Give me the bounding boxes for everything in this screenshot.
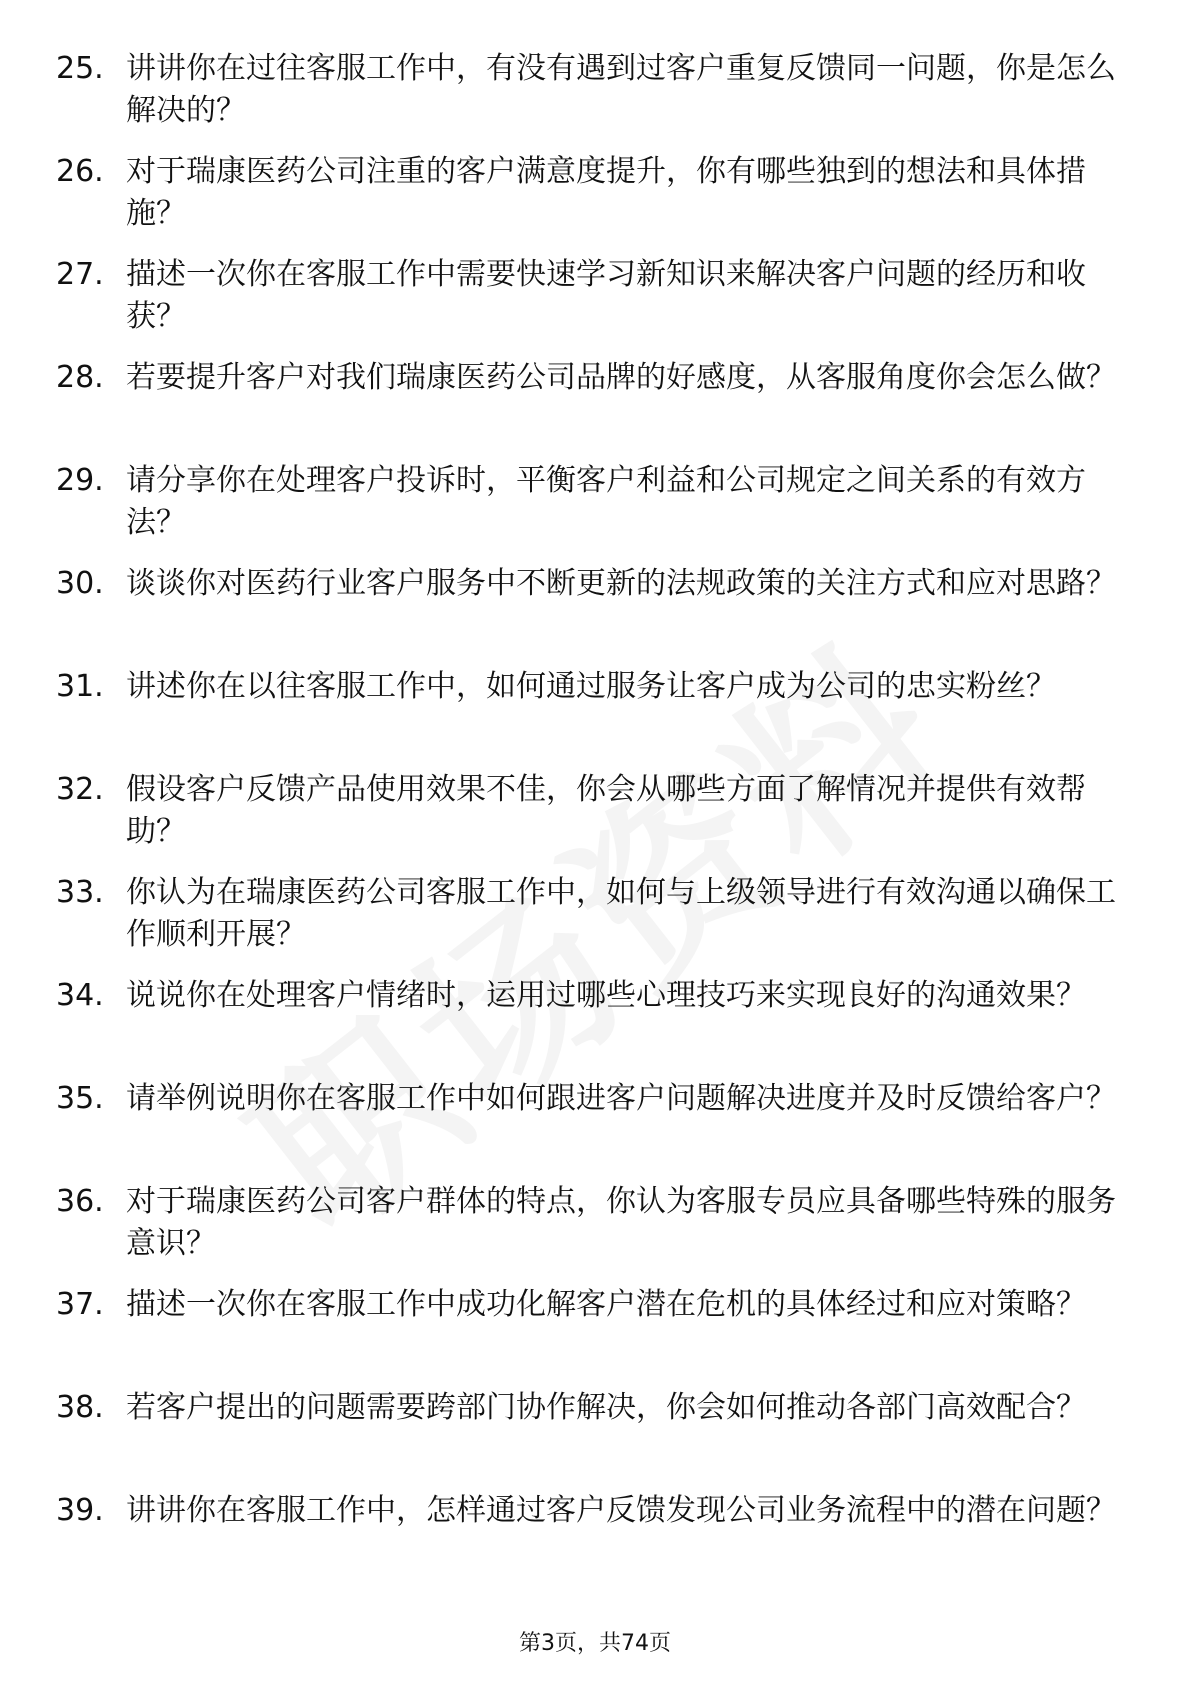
question-text: 谈谈你对医药行业客户服务中不断更新的法规政策的关注方式和应对思路？ bbox=[126, 566, 1116, 601]
question-text: 对于瑞康医药公司客户群体的特点，你认为客服专员应具备哪些特殊的服务意识？ bbox=[126, 1184, 1116, 1261]
question-text: 对于瑞康医药公司注重的客户满意度提升，你有哪些独到的想法和具体措施？ bbox=[126, 154, 1086, 231]
question-number: 38. bbox=[56, 1390, 104, 1425]
question-text: 讲讲你在客服工作中，怎样通过客户反馈发现公司业务流程中的潜在问题？ bbox=[126, 1493, 1116, 1528]
question-text: 说说你在处理客户情绪时，运用过哪些心理技巧来实现良好的沟通效果？ bbox=[126, 978, 1086, 1013]
question-item bbox=[56, 48, 1136, 151]
question-text: 假设客户反馈产品使用效果不佳，你会从哪些方面了解情况并提供有效帮助？ bbox=[126, 772, 1086, 849]
question-item bbox=[56, 151, 1136, 254]
question-item bbox=[56, 1387, 1136, 1490]
question-item bbox=[56, 563, 1136, 666]
question-number: 33. bbox=[56, 875, 104, 910]
question-item bbox=[56, 460, 1136, 563]
question-item bbox=[56, 1284, 1136, 1387]
question-number: 26. bbox=[56, 154, 104, 189]
question-number: 30. bbox=[56, 566, 104, 601]
question-text: 你认为在瑞康医药公司客服工作中，如何与上级领导进行有效沟通以确保工作顺利开展？ bbox=[126, 875, 1116, 952]
question-number: 25. bbox=[56, 51, 104, 86]
question-text: 讲讲你在过往客服工作中，有没有遇到过客户重复反馈同一问题，你是怎么解决的？ bbox=[126, 51, 1116, 128]
question-item bbox=[56, 254, 1136, 357]
question-text: 若要提升客户对我们瑞康医药公司品牌的好感度，从客服角度你会怎么做？ bbox=[126, 360, 1116, 395]
question-number: 36. bbox=[56, 1184, 104, 1219]
question-number: 37. bbox=[56, 1287, 104, 1322]
question-number: 31. bbox=[56, 669, 104, 704]
question-item bbox=[56, 1490, 1136, 1593]
question-number: 27. bbox=[56, 257, 104, 292]
question-text: 描述一次你在客服工作中需要快速学习新知识来解决客户问题的经历和收获？ bbox=[126, 257, 1086, 334]
question-number: 35. bbox=[56, 1081, 104, 1116]
question-item bbox=[56, 872, 1136, 975]
page-number: 第3页，共74页 bbox=[519, 1631, 671, 1656]
question-item bbox=[56, 666, 1136, 769]
question-text: 请举例说明你在客服工作中如何跟进客户问题解决进度并及时反馈给客户？ bbox=[126, 1081, 1116, 1116]
question-number: 28. bbox=[56, 360, 104, 395]
question-item bbox=[56, 975, 1136, 1078]
question-item bbox=[56, 1181, 1136, 1284]
question-text: 讲述你在以往客服工作中，如何通过服务让客户成为公司的忠实粉丝？ bbox=[126, 669, 1056, 704]
question-text: 描述一次你在客服工作中成功化解客户潜在危机的具体经过和应对策略？ bbox=[126, 1287, 1086, 1322]
question-item bbox=[56, 357, 1136, 460]
question-text: 若客户提出的问题需要跨部门协作解决，你会如何推动各部门高效配合？ bbox=[126, 1390, 1086, 1425]
question-list bbox=[56, 48, 1136, 1593]
question-number: 39. bbox=[56, 1493, 104, 1528]
question-number: 32. bbox=[56, 772, 104, 807]
question-number: 34. bbox=[56, 978, 104, 1013]
question-text: 请分享你在处理客户投诉时，平衡客户利益和公司规定之间关系的有效方法？ bbox=[126, 463, 1086, 540]
question-item bbox=[56, 769, 1136, 872]
question-item bbox=[56, 1078, 1136, 1181]
question-number: 29. bbox=[56, 463, 104, 498]
